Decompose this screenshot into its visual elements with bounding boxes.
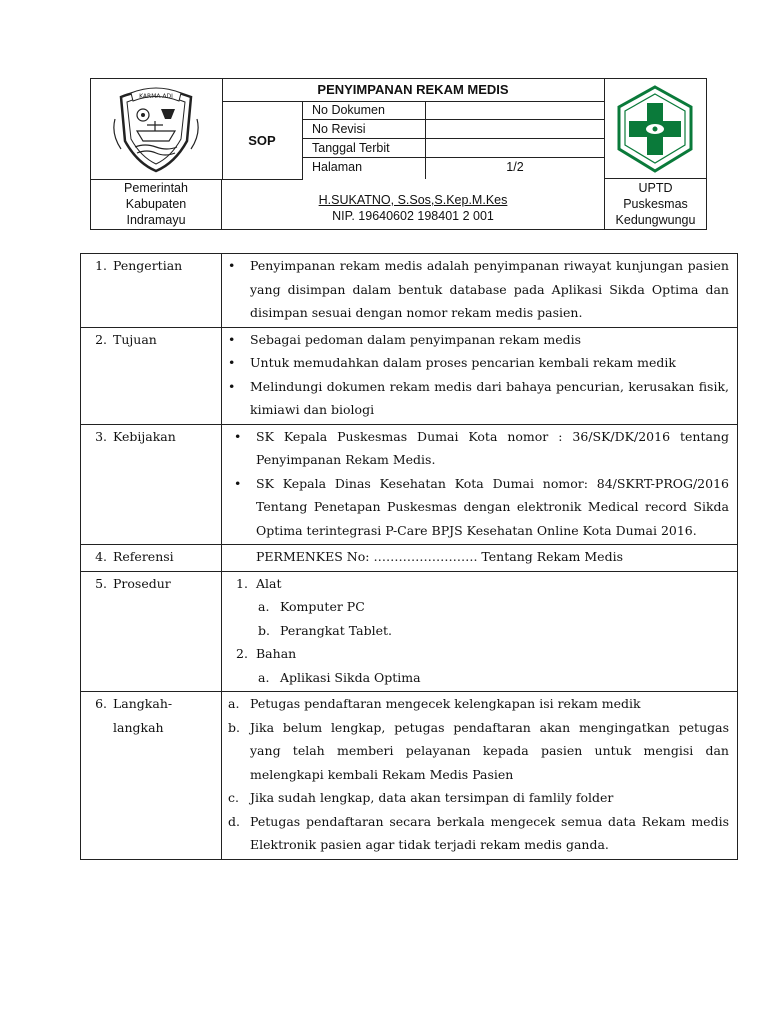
bullet-icon: •	[228, 378, 236, 394]
row-langkah	[81, 692, 738, 860]
sop-content-table	[80, 253, 738, 860]
row-label: Tujuan	[113, 331, 157, 347]
sub-list-item: a. Aplikasi Sikda Optima	[258, 669, 421, 685]
field-value-no-dokumen	[426, 101, 604, 120]
sub-list-item: a. Komputer PC	[258, 599, 365, 614]
list-item: • Penyimpanan rekam medis adalah penyimpanan riwayat kunjungan pasien yang disimpan dalam bentuk database pada Aplikasi Sikda Optima dan disimpan sesuai dengan nomor rekam medis pasien.	[222, 254, 729, 325]
field-value-tanggal-terbit	[426, 139, 604, 158]
row-label-cell	[81, 545, 222, 572]
row-label: Kebijakan	[113, 428, 176, 444]
reference-text: PERMENKES No: ……………………. Tentang Rekam Medis	[256, 549, 623, 564]
bullet-icon: •	[228, 331, 236, 347]
row-number: 3.	[95, 428, 107, 444]
org-right	[604, 179, 706, 229]
list-item: a. Petugas pendaftaran mengecek kelengkapan isi rekam medik	[228, 696, 641, 711]
row-tujuan	[81, 327, 738, 424]
signatory-block	[222, 179, 604, 229]
row-kebijakan	[81, 424, 738, 545]
row-label-cell	[81, 692, 222, 860]
org-left-line-3: Indramayu	[126, 213, 186, 227]
row-label-cell	[81, 571, 222, 692]
bullet-icon: •	[234, 428, 242, 444]
org-left	[91, 179, 222, 229]
row-referensi	[81, 545, 738, 572]
list-item: b. Jika belum lengkap, petugas pendaftaran akan mengingatkan petugas yang telah memberi pelayanan kepada pasien untuk mengisi dan melengkapi kembali Rekam Medis Pasien	[228, 719, 729, 782]
row-label: Pengertian	[113, 258, 183, 273]
list-item: • SK Kepala Puskesmas Dumai Kota nomor : 36/SK/DK/2016 tentang Penyimpanan Rekam Medis.	[222, 425, 729, 472]
row-content	[222, 424, 738, 545]
list-item: d. Petugas pendaftaran secara berkala mengecek semua data Rekam medis Elektronik pasien agar tidak terjadi rekam medis ganda.	[228, 813, 729, 852]
bullet-icon: •	[228, 258, 236, 273]
list-item: • Sebagai pedoman dalam penyimpanan rekam medis	[222, 328, 729, 352]
regency-emblem-cell	[91, 79, 223, 180]
org-right-line-2: Puskesmas	[623, 197, 688, 211]
row-label-cell	[81, 424, 222, 545]
puskesmas-logo-cell	[604, 79, 706, 179]
puskesmas-logo-icon	[605, 79, 705, 179]
row-content	[222, 254, 738, 328]
field-value-halaman: 1/2	[506, 160, 524, 174]
row-number: 4.	[95, 549, 107, 564]
field-label-no-dokumen: No Dokumen	[302, 101, 426, 120]
row-number: 5.	[95, 575, 107, 591]
row-label: Langkah- langkah	[113, 696, 173, 735]
field-label-tanggal-terbit: Tanggal Terbit	[302, 139, 426, 158]
list-item: 2. Bahan	[236, 646, 297, 661]
org-right-line-3: Kedungwungu	[615, 213, 696, 227]
field-label-halaman: Halaman	[302, 158, 426, 179]
list-item: • Untuk memudahkan dalam proses pencarian kembali rekam medik	[222, 351, 729, 375]
bullet-icon: •	[228, 355, 236, 370]
row-content	[222, 327, 738, 424]
signatory-name: H.SUKATNO, S.Sos,S.Kep.M.Kes	[318, 193, 508, 207]
field-value-no-revisi	[426, 120, 604, 139]
sop-label: SOP	[222, 101, 303, 180]
signatory-nip: NIP. 19640602 198401 2 001	[332, 209, 494, 223]
row-content	[222, 545, 738, 572]
regency-emblem-icon	[91, 79, 222, 179]
row-label: Prosedur	[113, 575, 171, 591]
org-right-line-1: UPTD	[638, 181, 673, 195]
document-title: PENYIMPANAN REKAM MEDIS	[222, 79, 604, 102]
row-label-cell	[81, 254, 222, 328]
row-prosedur	[81, 571, 738, 692]
list-item: • Melindungi dokumen rekam medis dari bahaya pencurian, kerusakan fisik, kimiawi dan biologi	[222, 375, 729, 422]
row-number: 1.	[95, 258, 107, 273]
bullet-icon: •	[234, 475, 242, 491]
row-content	[222, 571, 738, 692]
list-item: • SK Kepala Dinas Kesehatan Kota Dumai nomor: 84/SKRT-PROG/2016 Tentang Penetapan Puskesmas dengan elektronik Medical record Sikda Optima terintegrasi P-Care BPJS Kesehatan Online Kota Dumai 2016.	[222, 472, 729, 543]
row-number: 2.	[95, 331, 107, 347]
list-item: c. Jika sudah lengkap, data akan tersimpan di famlily folder	[228, 790, 614, 805]
row-content	[222, 692, 738, 860]
row-label-cell	[81, 327, 222, 424]
sub-list-item: b. Perangkat Tablet.	[258, 622, 392, 638]
org-left-line-2: Kabupaten	[125, 197, 187, 211]
org-left-line-1: Pemerintah	[124, 181, 188, 195]
row-pengertian	[81, 254, 738, 328]
sop-header-table	[90, 78, 707, 230]
row-label: Referensi	[113, 549, 174, 564]
svg-text:KARMA ADI: KARMA ADI	[139, 93, 173, 100]
list-item: 1. Alat	[236, 575, 282, 591]
field-label-no-revisi: No Revisi	[302, 120, 426, 139]
row-number: 6.	[95, 696, 107, 711]
